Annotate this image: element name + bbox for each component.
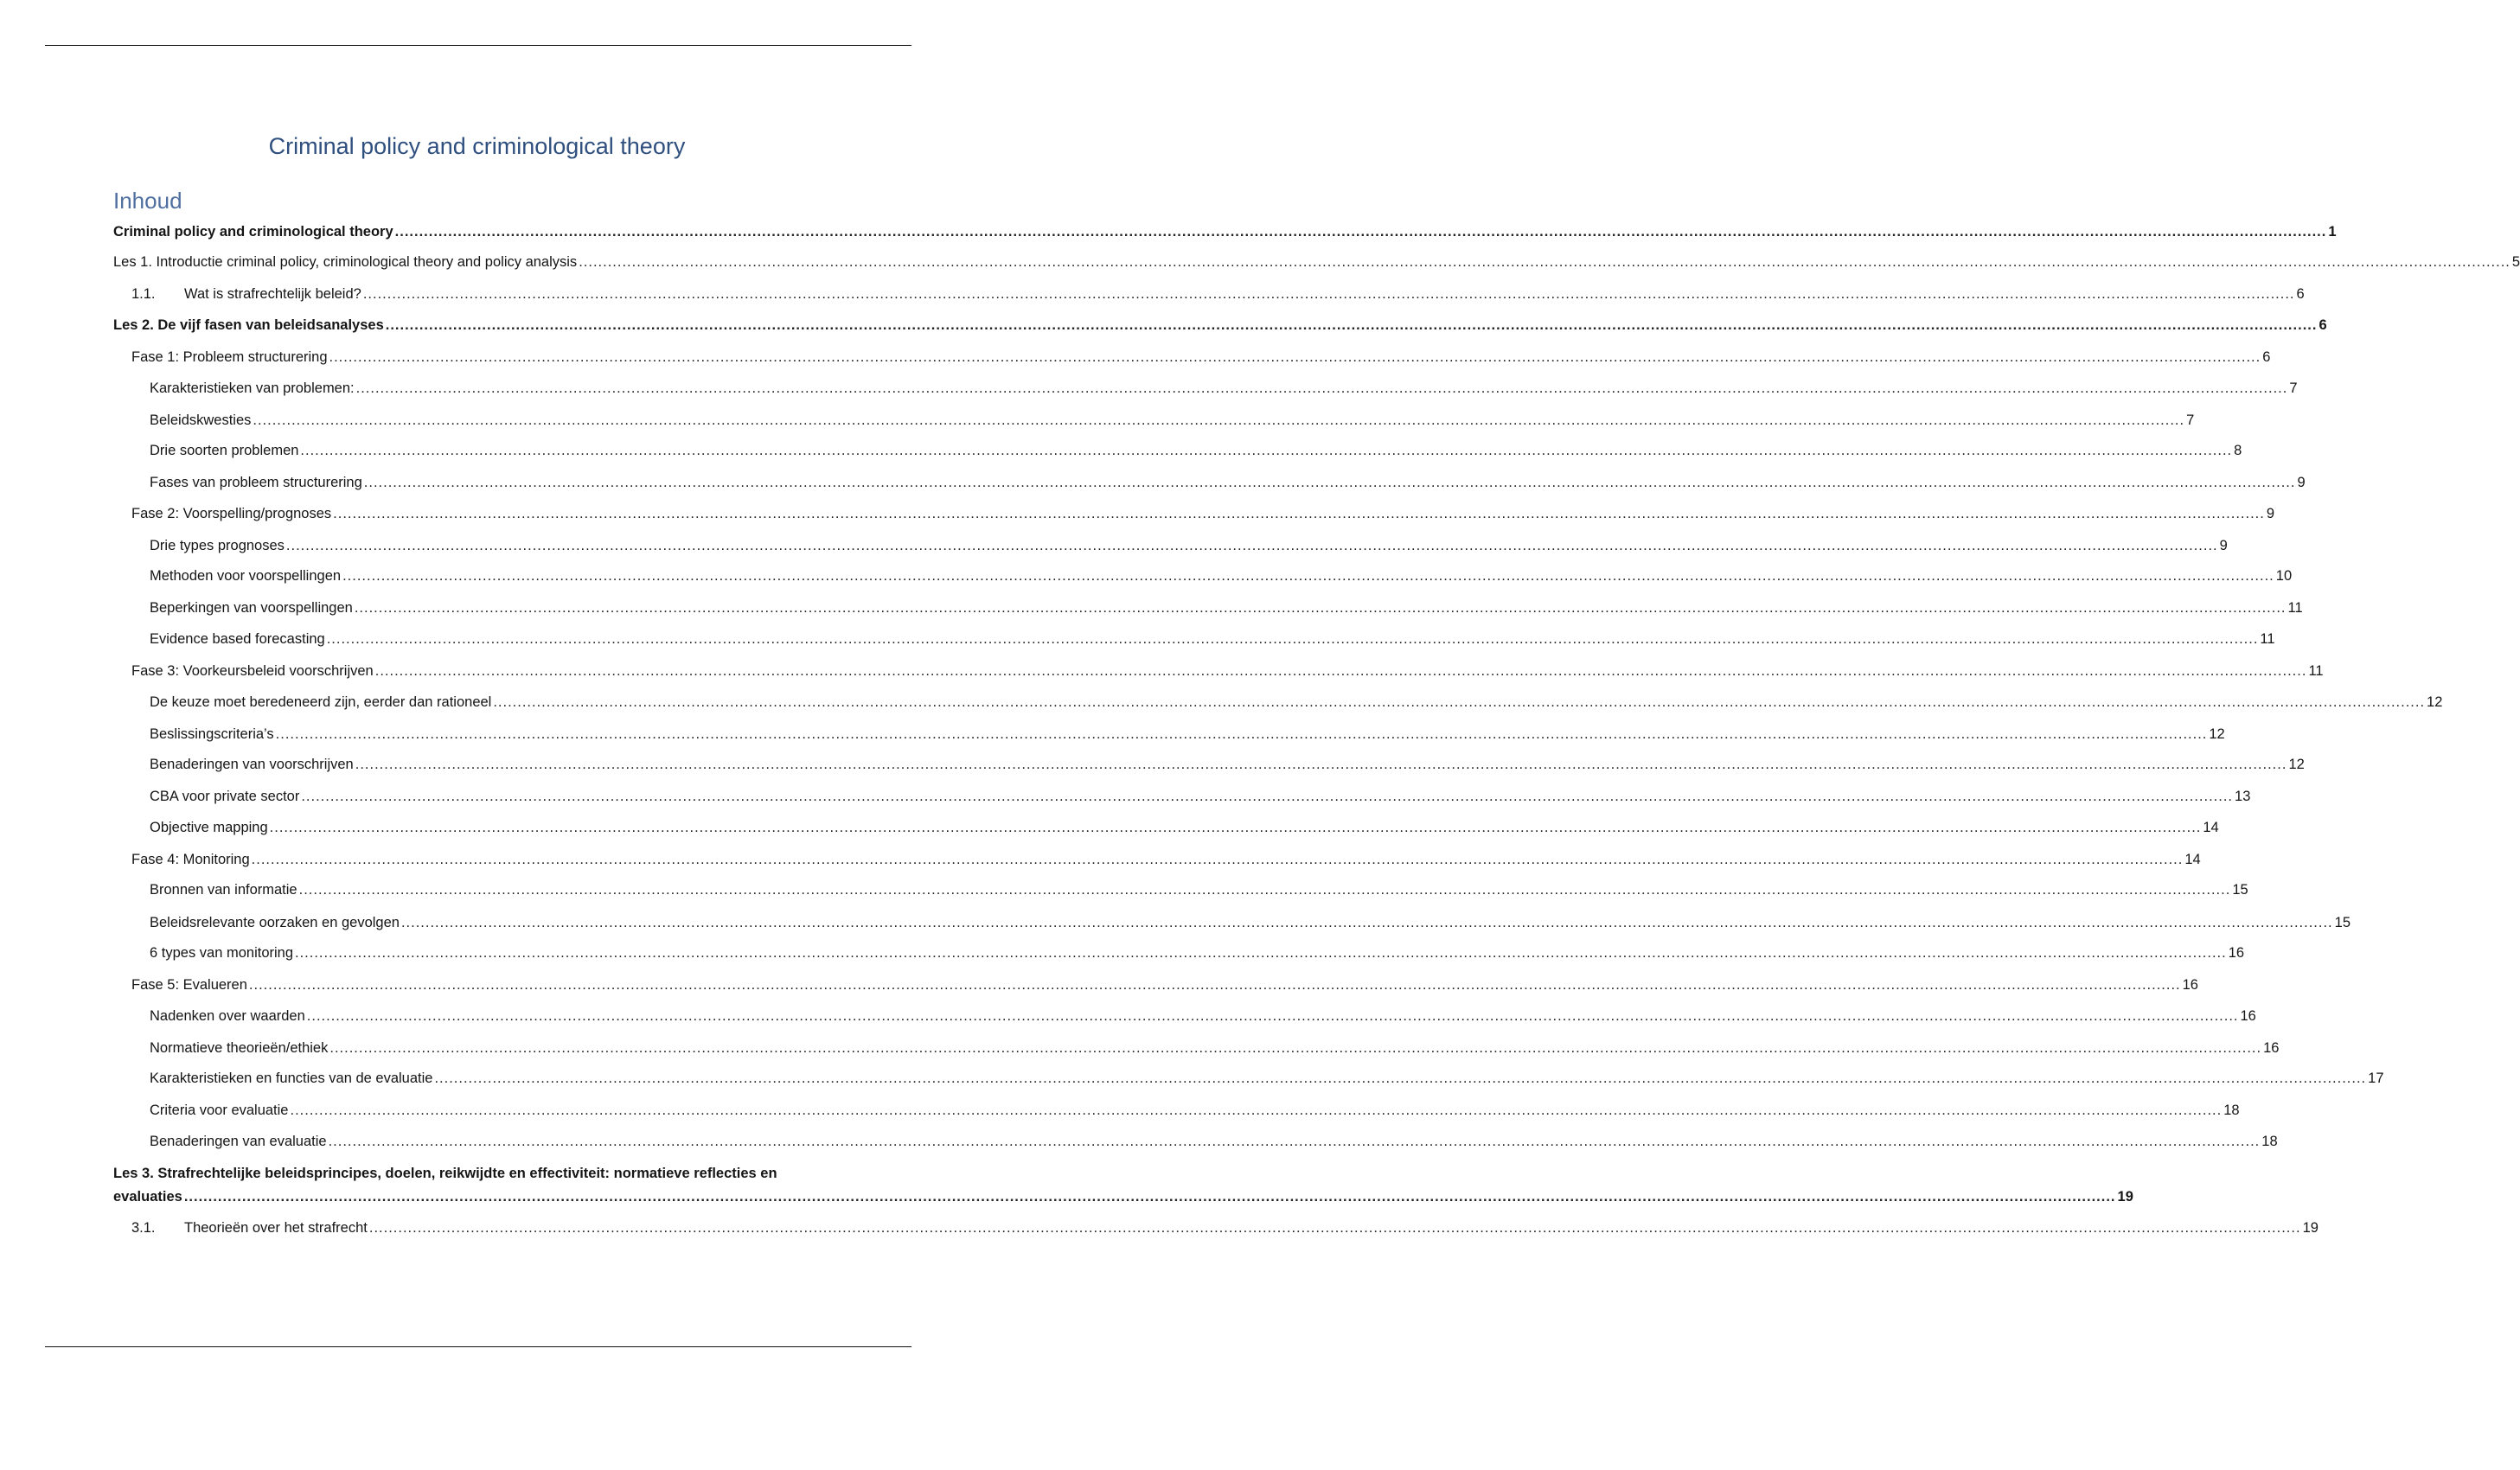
toc-entry[interactable]	[113, 566, 2293, 586]
toc-page-number: 6	[2319, 317, 2327, 333]
toc-dot-leader: ................................................................................................................................................................................................................................................................................................................................................................................................................	[385, 317, 2318, 333]
toc-entry[interactable]	[113, 879, 2248, 900]
toc-entry[interactable]	[113, 975, 2198, 995]
toc-entry[interactable]	[113, 315, 2327, 336]
toc-entry-text: Benaderingen van evaluatie	[150, 1134, 327, 1149]
toc-page-number: 13	[2235, 789, 2251, 804]
toc-page-number: 17	[2368, 1071, 2384, 1086]
toc-dot-leader: ................................................................................................................................................................................................................................................................................................................................................................................................................	[253, 412, 2185, 428]
toc-entry[interactable]	[113, 786, 2251, 807]
toc-dot-leader: ................................................................................................................................................................................................................................................................................................................................................................................................................	[269, 820, 2202, 835]
toc-entry-text: Fase 1: Probleem structurering	[131, 349, 328, 365]
toc-entry-text: Evidence based forecasting	[150, 631, 325, 647]
toc-dot-leader: ................................................................................................................................................................................................................................................................................................................................................................................................................	[579, 254, 2510, 270]
toc-dot-leader: ................................................................................................................................................................................................................................................................................................................................................................................................................	[248, 977, 2181, 993]
toc-entry-text: Drie soorten problemen	[150, 443, 299, 458]
toc-entry[interactable]	[113, 378, 2298, 399]
toc-entry-text: Karakteristieken en functies van de evaluatie	[150, 1071, 433, 1086]
toc-entry[interactable]	[113, 252, 2520, 272]
toc-page-number: 16	[2263, 1040, 2280, 1056]
toc-entry-text: Criminal policy and criminological theory	[113, 224, 393, 240]
toc-entry-text: Beleidskwesties	[150, 412, 252, 428]
toc-entry[interactable]	[113, 943, 2245, 963]
toc-entry[interactable]	[113, 598, 2303, 618]
toc-dot-leader: ................................................................................................................................................................................................................................................................................................................................................................................................................	[342, 568, 2274, 584]
toc-dot-leader: ................................................................................................................................................................................................................................................................................................................................................................................................................	[183, 1189, 2116, 1205]
toc-page-number: 1	[2328, 224, 2337, 240]
toc-entry-text: evaluaties	[113, 1189, 182, 1205]
toc-entry[interactable]	[113, 440, 2242, 461]
toc-dot-leader: ................................................................................................................................................................................................................................................................................................................................................................................................................	[300, 443, 2233, 458]
toc-entry-text: Nadenken over waarden	[150, 1008, 305, 1024]
toc-page-number: 11	[2308, 663, 2324, 679]
toc-dot-leader: ................................................................................................................................................................................................................................................................................................................................................................................................................	[374, 663, 2307, 679]
toc-page-number: 12	[2427, 694, 2443, 710]
toc-entry[interactable]	[113, 1068, 2384, 1089]
toc-entry-text: Benaderingen van voorschrijven	[150, 757, 354, 772]
toc-entry-text: Normatieve theorieën/ethiek	[150, 1040, 329, 1056]
toc-entry[interactable]	[113, 912, 2351, 933]
toc-entry[interactable]	[113, 849, 2201, 870]
toc-dot-leader: ................................................................................................................................................................................................................................................................................................................................................................................................................	[354, 600, 2287, 616]
toc-entry-text: Les 1. Introductie criminal policy, criminological theory and policy analysis	[113, 254, 578, 270]
toc-heading: Inhoud	[113, 188, 182, 214]
toc-entry-text: Bronnen van informatie	[150, 882, 297, 898]
toc-entry-text: Fase 2: Voorspelling/prognoses	[131, 506, 332, 521]
toc-page-number: 12	[2288, 757, 2305, 772]
toc-page-number: 7	[2289, 380, 2298, 396]
toc-dot-leader: ................................................................................................................................................................................................................................................................................................................................................................................................................	[285, 538, 2218, 553]
toc-entry-text: Karakteristieken van problemen:	[150, 380, 355, 396]
toc-page-number: 16	[2228, 945, 2245, 961]
toc-dot-leader: ................................................................................................................................................................................................................................................................................................................................................................................................................	[363, 475, 2296, 490]
toc-page-number: 5	[2511, 254, 2520, 270]
toc-entry[interactable]	[113, 661, 2324, 681]
toc-page-number: 6	[2262, 349, 2271, 365]
toc-dot-leader: ................................................................................................................................................................................................................................................................................................................................................................................................................	[329, 1040, 2262, 1056]
toc-entry[interactable]	[113, 1218, 2319, 1238]
toc-entry-text: Theorieën over het strafrecht	[184, 1220, 368, 1236]
toc-page-number: 18	[2261, 1134, 2278, 1149]
toc-dot-leader: ................................................................................................................................................................................................................................................................................................................................................................................................................	[329, 349, 2261, 365]
toc-entry-text: Fase 3: Voorkeursbeleid voorschrijven	[131, 663, 374, 679]
toc-dot-leader: ................................................................................................................................................................................................................................................................................................................................................................................................................	[355, 380, 2288, 396]
toc-entry-text: Criteria voor evaluatie	[150, 1102, 289, 1118]
toc-page-number: 14	[2203, 820, 2219, 835]
toc-entry[interactable]	[113, 1038, 2280, 1058]
toc-entry-text: Wat is strafrechtelijk beleid?	[184, 286, 361, 302]
toc-dot-leader: ................................................................................................................................................................................................................................................................................................................................................................................................................	[333, 506, 2265, 521]
toc-entry-text: 6 types van monitoring	[150, 945, 294, 961]
toc-entry[interactable]	[113, 221, 2337, 242]
toc-entry-text: Beperkingen van voorspellingen	[150, 600, 353, 616]
toc-dot-leader: ................................................................................................................................................................................................................................................................................................................................................................................................................	[298, 882, 2231, 898]
toc-page-number: 11	[2287, 600, 2303, 616]
toc-entry[interactable]	[113, 1186, 2133, 1207]
toc-entry[interactable]	[113, 410, 2195, 431]
toc-entry[interactable]	[113, 535, 2228, 556]
toc-dot-leader: ................................................................................................................................................................................................................................................................................................................................................................................................................	[394, 224, 2327, 240]
toc-dot-leader: ................................................................................................................................................................................................................................................................................................................................................................................................................	[328, 1134, 2261, 1149]
toc-page-number: 14	[2184, 852, 2201, 867]
toc-entry[interactable]	[113, 692, 2443, 713]
toc-page-number: 18	[2223, 1102, 2240, 1118]
toc-entry[interactable]	[113, 1131, 2278, 1152]
toc-entry-text: CBA voor private sector	[150, 789, 300, 804]
toc-dot-leader: ................................................................................................................................................................................................................................................................................................................................................................................................................	[275, 726, 2208, 742]
toc-entry-number: 1.1.	[131, 286, 156, 302]
toc-entry-number: 3.1.	[131, 1220, 156, 1236]
toc-dot-leader: ................................................................................................................................................................................................................................................................................................................................................................................................................	[362, 286, 2295, 302]
toc-entry[interactable]	[113, 1006, 2256, 1026]
toc-page-number: 12	[2209, 726, 2225, 742]
toc-page-number: 9	[2266, 506, 2275, 521]
toc-page-number: 11	[2260, 631, 2275, 647]
toc-dot-leader: ................................................................................................................................................................................................................................................................................................................................................................................................................	[493, 694, 2426, 710]
toc-entry-text: Fases van probleem structurering	[150, 475, 362, 490]
toc-entry-text: Drie types prognoses	[150, 538, 285, 553]
toc-dot-leader: ................................................................................................................................................................................................................................................................................................................................................................................................................	[355, 757, 2287, 772]
toc-entry-text: Fase 5: Evalueren	[131, 977, 247, 993]
toc-entry-text: Beleidsrelevante oorzaken en gevolgen	[150, 915, 400, 930]
toc-dot-leader: ................................................................................................................................................................................................................................................................................................................................................................................................................	[290, 1102, 2223, 1118]
toc-dot-leader: ................................................................................................................................................................................................................................................................................................................................................................................................................	[434, 1071, 2367, 1086]
toc-page-number: 15	[2232, 882, 2248, 898]
toc-dot-leader: ................................................................................................................................................................................................................................................................................................................................................................................................................	[400, 915, 2333, 930]
toc-entry[interactable]	[113, 1100, 2240, 1121]
toc-page-number: 19	[2302, 1220, 2319, 1236]
toc-dot-leader: ................................................................................................................................................................................................................................................................................................................................................................................................................	[301, 789, 2234, 804]
toc-page-number: 15	[2334, 915, 2351, 930]
toc-dot-leader: ................................................................................................................................................................................................................................................................................................................................................................................................................	[251, 852, 2184, 867]
toc-entry[interactable]	[113, 817, 2219, 838]
toc-dot-leader: ................................................................................................................................................................................................................................................................................................................................................................................................................	[326, 631, 2259, 647]
footer-rule	[45, 1346, 911, 1347]
toc-entry[interactable]	[113, 347, 2271, 368]
toc-page-number: 6	[2296, 286, 2305, 302]
toc-page-number: 10	[2275, 568, 2293, 584]
toc-entry-text[interactable]: Les 3. Strafrechtelijke beleidsprincipes, doelen, reikwijdte en effectiviteit: normatieve reflecties en	[113, 1166, 777, 1181]
document-title: Criminal policy and criminological theory	[268, 133, 686, 159]
toc-entry[interactable]	[113, 629, 2275, 649]
toc-page-number: 8	[2234, 443, 2242, 458]
toc-dot-leader: ................................................................................................................................................................................................................................................................................................................................................................................................................	[306, 1008, 2239, 1024]
toc-page-number: 19	[2117, 1189, 2133, 1205]
toc-page-number: 7	[2186, 412, 2195, 428]
toc-page-number: 9	[2219, 538, 2228, 553]
toc-dot-leader: ................................................................................................................................................................................................................................................................................................................................................................................................................	[295, 945, 2227, 961]
toc-entry-text: Objective mapping	[150, 820, 268, 835]
toc-entry[interactable]	[113, 472, 2306, 493]
toc-entry-text: Fase 4: Monitoring	[131, 852, 250, 867]
toc-entry-text: Les 2. De vijf fasen van beleidsanalyses	[113, 317, 384, 333]
toc-entry[interactable]	[113, 754, 2305, 775]
toc-entry[interactable]	[113, 724, 2225, 745]
toc-page-number: 9	[2297, 475, 2306, 490]
toc-dot-leader: ................................................................................................................................................................................................................................................................................................................................................................................................................	[368, 1220, 2301, 1236]
toc-entry[interactable]	[113, 503, 2275, 524]
toc-page-number: 16	[2240, 1008, 2256, 1024]
toc-entry-text: Beslissingscriteria’s	[150, 726, 274, 742]
toc-entry-text: De keuze moet beredeneerd zijn, eerder dan rationeel	[150, 694, 492, 710]
toc-entry-text: Methoden voor voorspellingen	[150, 568, 342, 584]
toc-page-number: 16	[2182, 977, 2198, 993]
toc-entry[interactable]	[113, 284, 2305, 304]
